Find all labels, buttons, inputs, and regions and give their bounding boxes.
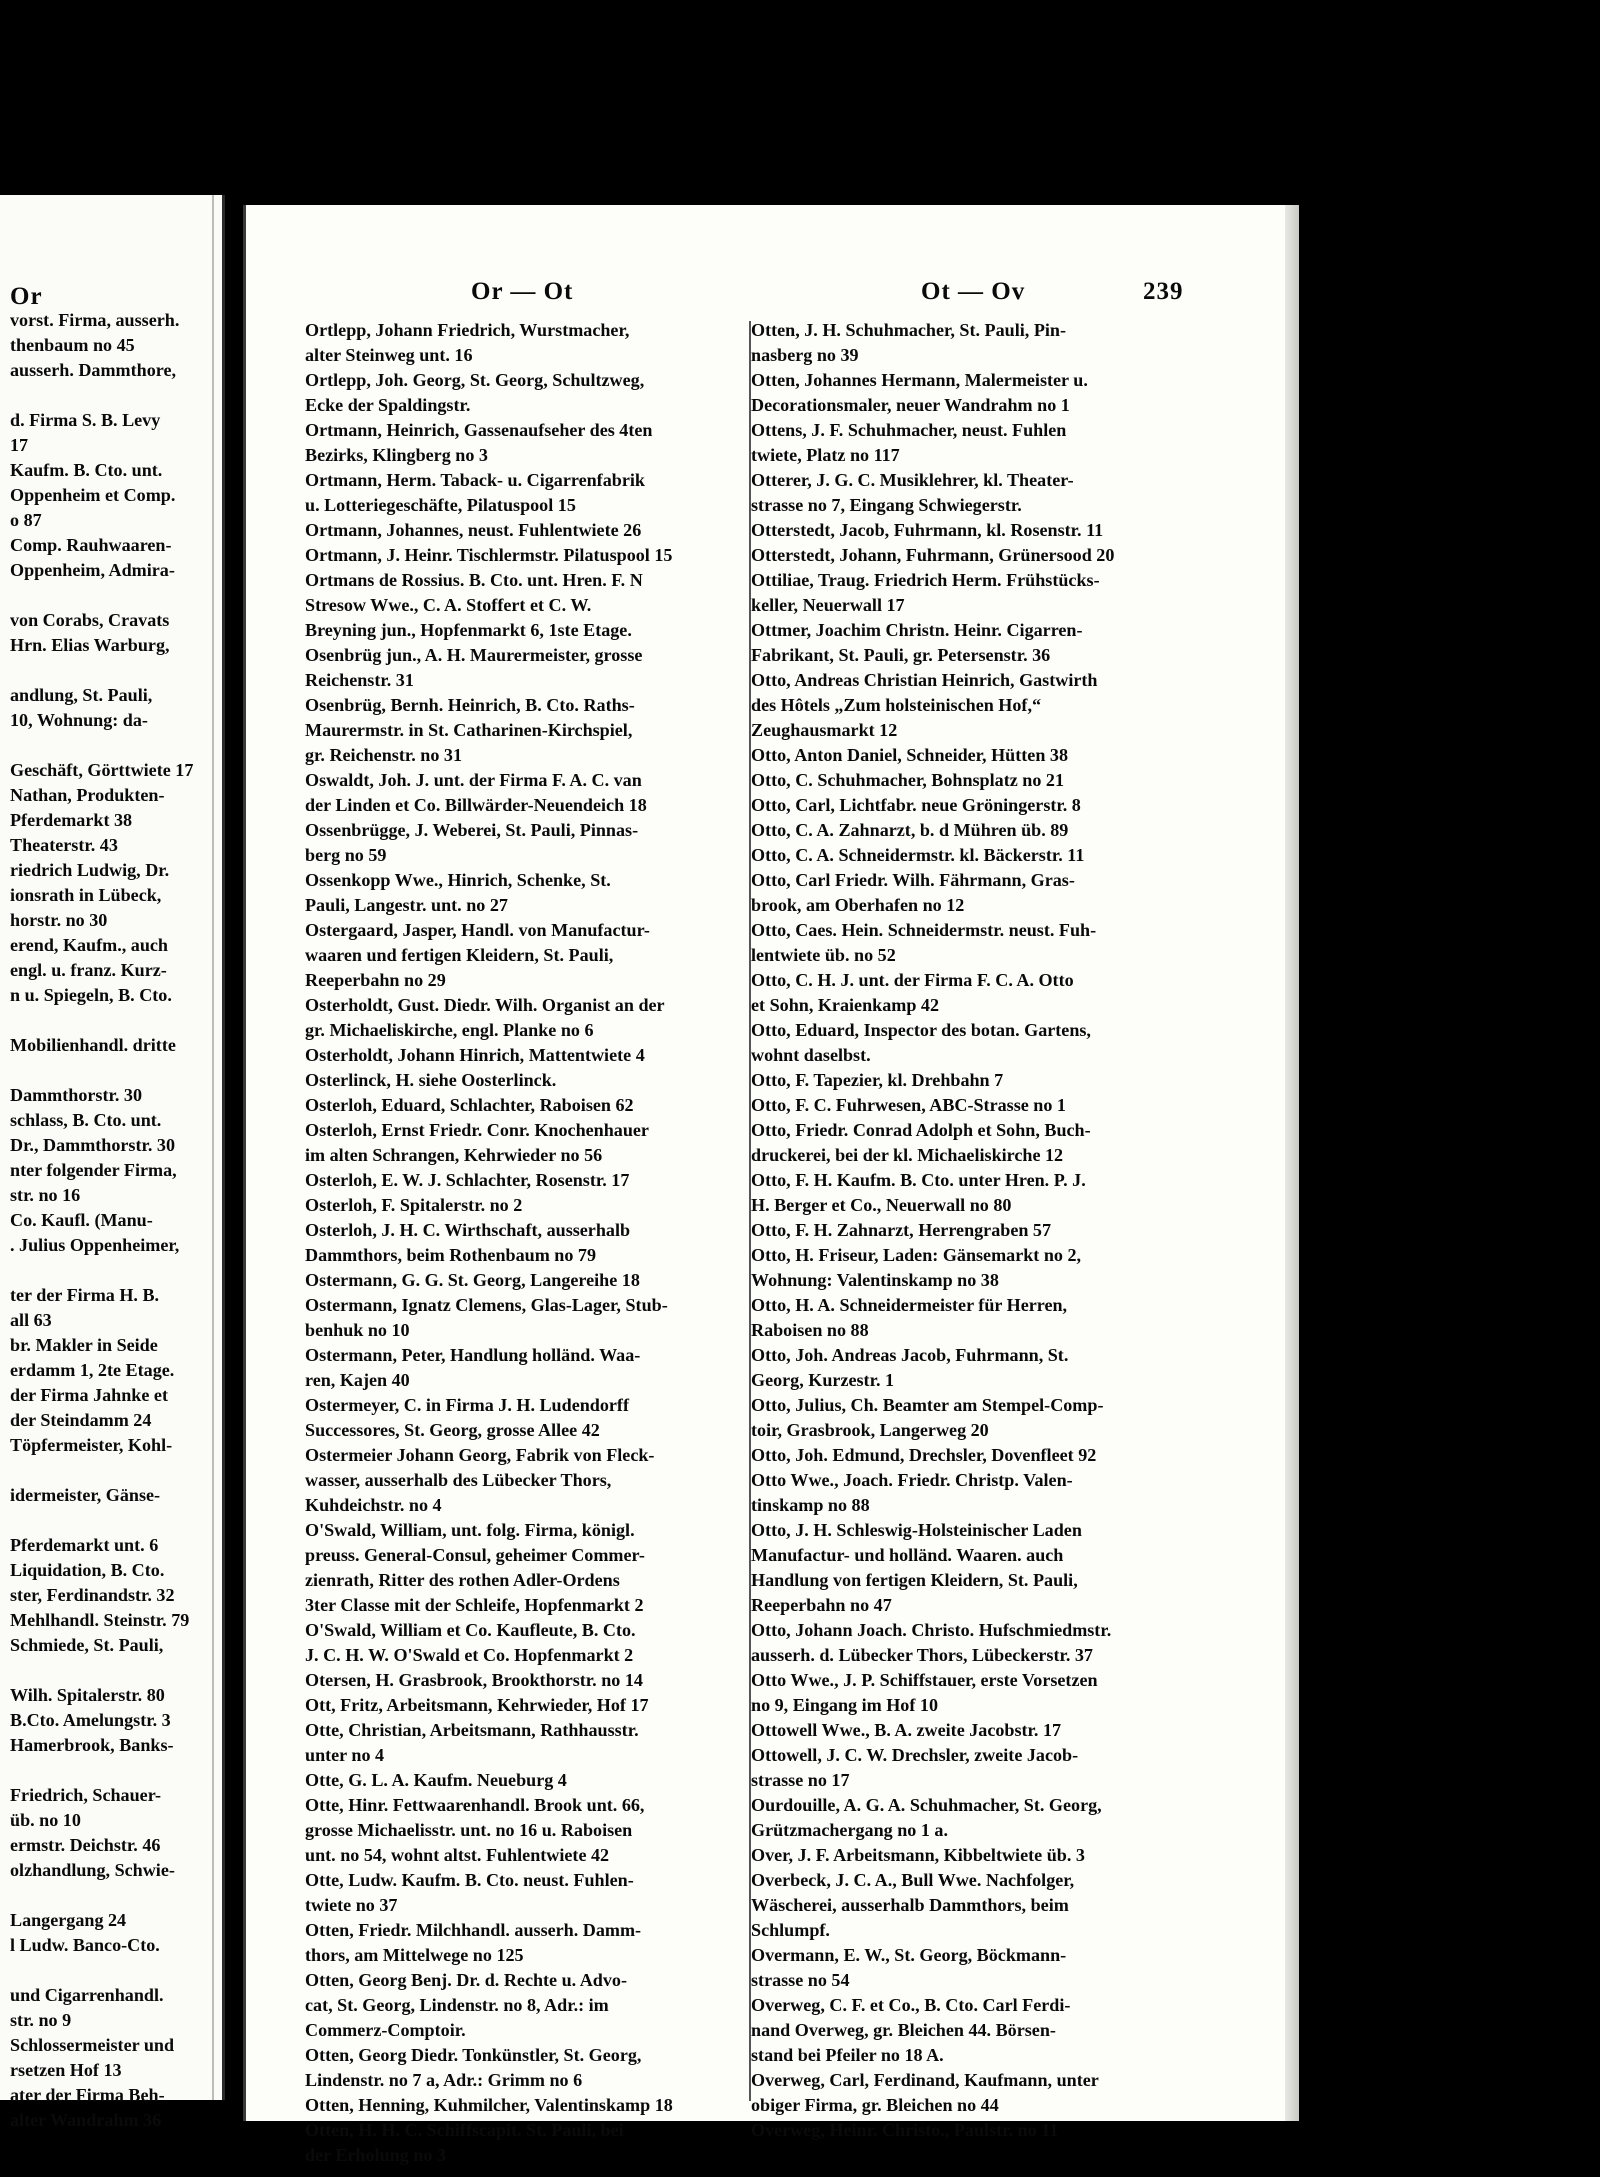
entry-line: thors, am Mittelwege no 125: [305, 1945, 524, 1965]
entry-line: Nathan, Produkten-: [10, 785, 165, 805]
entry-line: Ostermeyer, C. in Firma J. H. Ludendorff: [305, 1395, 629, 1415]
entry-line: ermstr. Deichstr. 46: [10, 1835, 161, 1855]
entry-line: Otten, Henning, Kuhmilcher, Valentinskamp 18: [305, 2095, 673, 2115]
entry-line: erdamm 1, 2te Etage.: [10, 1360, 175, 1380]
entry-line: twiete, Platz no 117: [751, 445, 900, 465]
entry-line: Ortmans de Rossius. B. Cto. unt. Hren. F. N: [305, 570, 643, 590]
entry-line: Otte, Ludw. Kaufm. B. Cto. neust. Fuhlen-: [305, 1870, 634, 1890]
entry-line: Ortmann, Heinrich, Gassenaufseher des 4ten: [305, 420, 653, 440]
entry-line: im alten Schrangen, Kehrwieder no 56: [305, 1145, 603, 1165]
entry-line: obiger Firma, gr. Bleichen no 44: [751, 2095, 999, 2115]
entry-line: Otto, Eduard, Inspector des botan. Gartens,: [751, 1020, 1091, 1040]
entry-line: alter Wandrahm 36: [10, 2110, 162, 2130]
entry-line: Otto, Friedr. Conrad Adolph et Sohn, Buch-: [751, 1120, 1091, 1140]
entry-line: berg no 59: [305, 845, 387, 865]
entry-line: Ott, Fritz, Arbeitsmann, Kehrwieder, Hof 17: [305, 1695, 649, 1715]
entry-line: Ortmann, Herm. Taback- u. Cigarrenfabrik: [305, 470, 645, 490]
left-page-header: Or: [10, 283, 43, 310]
entry-line: Wohnung: Valentinskamp no 38: [751, 1270, 999, 1290]
entry-line: Geschäft, Görttwiete 17: [10, 760, 194, 780]
entry-line: [10, 1008, 193, 1033]
entry-line: Reichenstr. 31: [305, 670, 414, 690]
entry-line: idermeister, Gänse-: [10, 1485, 161, 1505]
entry-line: Otto, F. H. Zahnarzt, Herrengraben 57: [751, 1220, 1052, 1240]
entry-line: Ecke der Spaldingstr.: [305, 395, 471, 415]
entry-line: strasse no 54: [751, 1970, 850, 1990]
entry-line: Zeughausmarkt 12: [751, 720, 898, 740]
entry-line: Stresow Wwe., C. A. Stoffert et C. W.: [305, 595, 592, 615]
entry-line: Otten, H. H. C. Schiffscapit. St. Pauli, bei: [305, 2120, 624, 2140]
entry-line: Decorationsmaler, neuer Wandrahm no 1: [751, 395, 1070, 415]
entry-line: olzhandlung, Schwie-: [10, 1860, 175, 1880]
entry-line: twiete no 37: [305, 1895, 398, 1915]
entry-line: Ostermeier Johann Georg, Fabrik von Fleck-: [305, 1445, 655, 1465]
entry-line: Osterholdt, Gust. Diedr. Wilh. Organist an der: [305, 995, 665, 1015]
entry-line: keller, Neuerwall 17: [751, 595, 905, 615]
entry-line: no 9, Eingang im Hof 10: [751, 1695, 938, 1715]
entry-line: toir, Grasbrook, Langerweg 20: [751, 1420, 989, 1440]
entry-line: str. no 16: [10, 1185, 81, 1205]
entry-line: et Sohn, Kraienkamp 42: [751, 995, 939, 1015]
entry-line: ionsrath in Lübeck,: [10, 885, 162, 905]
entry-line: Osterloh, Ernst Friedr. Conr. Knochenhauer: [305, 1120, 649, 1140]
entry-line: brook, am Oberhafen no 12: [751, 895, 965, 915]
entry-line: Otte, G. L. A. Kaufm. Neueburg 4: [305, 1770, 567, 1790]
entry-line: ater der Firma Beh-: [10, 2085, 165, 2105]
entry-line: Otto, Carl, Lichtfabr. neue Gröningerstr. 8: [751, 795, 1081, 815]
entry-line: [10, 1958, 193, 1983]
entry-line: Otto, F. C. Fuhrwesen, ABC-Strasse no 1: [751, 1095, 1066, 1115]
entry-line: Otterer, J. G. C. Musiklehrer, kl. Theater-: [751, 470, 1074, 490]
entry-line: gr. Michaeliskirche, engl. Planke no 6: [305, 1020, 594, 1040]
entry-line: Otten, Georg Diedr. Tonkünstler, St. Georg,: [305, 2045, 642, 2065]
entry-line: wasser, ausserhalb des Lübecker Thors,: [305, 1470, 612, 1490]
entry-line: und Cigarrenhandl.: [10, 1985, 164, 2005]
entry-line: Otto, Anton Daniel, Schneider, Hütten 38: [751, 745, 1069, 765]
column-left: [305, 318, 760, 2168]
entry-line: Wäscherei, ausserhalb Dammthors, beim: [751, 1895, 1069, 1915]
entry-line: Otto Wwe., Joach. Friedr. Christp. Valen-: [751, 1470, 1073, 1490]
entry-line: 10, Wohnung: da-: [10, 710, 148, 730]
entry-line: . Julius Oppenheimer,: [10, 1235, 180, 1255]
entry-line: B.Cto. Amelungstr. 3: [10, 1710, 171, 1730]
entry-line: [10, 1258, 193, 1283]
entry-line: schlass, B. Cto. unt.: [10, 1110, 162, 1130]
entry-line: vorst. Firma, ausserh.: [10, 310, 180, 330]
entry-line: Ourdouille, A. G. A. Schuhmacher, St. Georg,: [751, 1795, 1102, 1815]
entry-line: thenbaum no 45: [10, 335, 135, 355]
entry-line: engl. u. franz. Kurz-: [10, 960, 167, 980]
entry-line: üb. no 10: [10, 1810, 81, 1830]
entry-line: Otte, Christian, Arbeitsmann, Rathhausstr.: [305, 1720, 639, 1740]
entry-line: Successores, St. Georg, grosse Allee 42: [305, 1420, 600, 1440]
entry-line: Dammthorstr. 30: [10, 1085, 143, 1105]
entry-line: Otto, Andreas Christian Heinrich, Gastwirth: [751, 670, 1098, 690]
entry-line: Ortmann, J. Heinr. Tischlermstr. Pilatuspool 15: [305, 545, 673, 565]
entry-line: der Firma Jahnke et: [10, 1385, 168, 1405]
entry-line: Otto, Johann Joach. Christo. Hufschmiedmstr.: [751, 1620, 1112, 1640]
entry-line: Otto, C. A. Zahnarzt, b. d Mühren üb. 89: [751, 820, 1069, 840]
entry-line: Otten, J. H. Schuhmacher, St. Pauli, Pin-: [751, 320, 1066, 340]
entry-line: Otterstedt, Jacob, Fuhrmann, kl. Rosenstr. 11: [751, 520, 1104, 540]
header-right: Ot — Ov: [921, 278, 1026, 305]
entry-line: Friedrich, Schauer-: [10, 1785, 162, 1805]
entry-line: Overbeck, J. C. A., Bull Wwe. Nachfolger,: [751, 1870, 1075, 1890]
page-number: 239: [1143, 278, 1184, 305]
entry-line: Handlung von fertigen Kleidern, St. Pauli,: [751, 1570, 1078, 1590]
entry-line: 3ter Classe mit der Schleife, Hopfenmarkt 2: [305, 1595, 644, 1615]
entry-line: Reeperbahn no 29: [305, 970, 446, 990]
entry-line: Otto, J. H. Schleswig-Holsteinischer Laden: [751, 1520, 1082, 1540]
entry-line: [10, 583, 193, 608]
entry-line: riedrich Ludwig, Dr.: [10, 860, 170, 880]
entry-line: Ostermann, Peter, Handlung holländ. Waa-: [305, 1345, 641, 1365]
entry-line: Töpfermeister, Kohl-: [10, 1435, 173, 1455]
entry-line: Pferdemarkt unt. 6: [10, 1535, 159, 1555]
entry-line: unt. no 54, wohnt altst. Fuhlentwiete 42: [305, 1845, 610, 1865]
entry-line: Otersen, H. Grasbrook, Brookthorstr. no 14: [305, 1670, 643, 1690]
entry-line: all 63: [10, 1310, 52, 1330]
entry-line: nasberg no 39: [751, 345, 859, 365]
entry-line: J. C. H. W. O'Swald et Co. Hopfenmarkt 2: [305, 1645, 634, 1665]
entry-line: d. Firma S. B. Levy: [10, 410, 161, 430]
entry-line: Schmiede, St. Pauli,: [10, 1635, 164, 1655]
entry-line: Ostermann, G. G. St. Georg, Langereihe 18: [305, 1270, 640, 1290]
entry-line: Osenbrüg, Bernh. Heinrich, B. Cto. Raths-: [305, 695, 635, 715]
entry-line: Ortlepp, Johann Friedrich, Wurstmacher,: [305, 320, 630, 340]
page-edge: [212, 195, 214, 2100]
entry-line: der Erholung no 3: [305, 2145, 446, 2165]
entry-line: O'Swald, William et Co. Kaufleute, B. Cto.: [305, 1620, 636, 1640]
entry-line: str. no 9: [10, 2010, 72, 2030]
entry-line: [10, 1058, 193, 1083]
entry-line: Co. Kaufl. (Manu-: [10, 1210, 153, 1230]
entry-line: o 87: [10, 510, 42, 530]
entry-line: Ottens, J. F. Schuhmacher, neust. Fuhlen: [751, 420, 1067, 440]
entry-line: Otto, Julius, Ch. Beamter am Stempel-Comp-: [751, 1395, 1104, 1415]
entry-line: Osenbrüg jun., A. H. Maurermeister, grosse: [305, 645, 643, 665]
entry-line: Ottmer, Joachim Christn. Heinr. Cigarren-: [751, 620, 1083, 640]
entry-line: Mehlhandl. Steinstr. 79: [10, 1610, 190, 1630]
entry-line: Otto, Caes. Hein. Schneidermstr. neust. Fuh-: [751, 920, 1097, 940]
entry-line: Otterstedt, Johann, Fuhrmann, Grünersood 20: [751, 545, 1115, 565]
entry-line: Comp. Rauhwaaren-: [10, 535, 172, 555]
entry-line: Pferdemarkt 38: [10, 810, 133, 830]
left-page-column: [10, 308, 193, 2133]
entry-line: Bezirks, Klingberg no 3: [305, 445, 488, 465]
entry-line: Georg, Kurzestr. 1: [751, 1370, 895, 1390]
entry-line: Lindenstr. no 7 a, Adr.: Grimm no 6: [305, 2070, 583, 2090]
entry-line: [10, 1508, 193, 1533]
entry-line: Ortlepp, Joh. Georg, St. Georg, Schultzweg,: [305, 370, 645, 390]
entry-line: Theaterstr. 43: [10, 835, 118, 855]
entry-line: Otte, Hinr. Fettwaarenhandl. Brook unt. 66,: [305, 1795, 645, 1815]
entry-line: Osterloh, Eduard, Schlachter, Raboisen 62: [305, 1095, 634, 1115]
entry-line: [10, 1758, 193, 1783]
entry-line: n u. Spiegeln, B. Cto.: [10, 985, 172, 1005]
entry-line: ster, Ferdinandstr. 32: [10, 1585, 175, 1605]
entry-line: Kaufm. B. Cto. unt.: [10, 460, 163, 480]
entry-line: Otten, Johannes Hermann, Malermeister u.: [751, 370, 1088, 390]
entry-line: Hamerbrook, Banks-: [10, 1735, 174, 1755]
entry-line: ausserh. d. Lübecker Thors, Lübeckerstr. 37: [751, 1645, 1093, 1665]
entry-line: Otto, C. H. J. unt. der Firma F. C. A. Otto: [751, 970, 1074, 990]
entry-line: nand Overweg, gr. Bleichen 44. Börsen-: [751, 2020, 1056, 2040]
entry-line: u. Lotteriegeschäfte, Pilatuspool 15: [305, 495, 576, 515]
entry-line: grosse Michaelisstr. unt. no 16 u. Raboisen: [305, 1820, 633, 1840]
entry-line: ter der Firma H. B.: [10, 1285, 160, 1305]
entry-line: Oswaldt, Joh. J. unt. der Firma F. A. C. van: [305, 770, 642, 790]
entry-line: strasse no 17: [751, 1770, 850, 1790]
entry-line: ren, Kajen 40: [305, 1370, 410, 1390]
entry-line: Liquidation, B. Cto.: [10, 1560, 165, 1580]
entry-line: erend, Kaufm., auch: [10, 935, 168, 955]
entry-line: [10, 383, 193, 408]
entry-line: wohnt daselbst.: [751, 1045, 871, 1065]
entry-line: ausserh. Dammthore,: [10, 360, 177, 380]
entry-line: Otto, H. Friseur, Laden: Gänsemarkt no 2,: [751, 1245, 1082, 1265]
entry-line: Otto, F. H. Kaufm. B. Cto. unter Hren. P. J.: [751, 1170, 1086, 1190]
entry-line: Schlumpf.: [751, 1920, 830, 1940]
entry-line: stand bei Pfeiler no 18 A.: [751, 2045, 944, 2065]
entry-line: Dr., Dammthorstr. 30: [10, 1135, 176, 1155]
entry-line: Hrn. Elias Warburg,: [10, 635, 170, 655]
entry-line: Otten, Georg Benj. Dr. d. Rechte u. Advo-: [305, 1970, 627, 1990]
entry-line: Manufactur- und holländ. Waaren. auch: [751, 1545, 1064, 1565]
entry-line: br. Makler in Seide: [10, 1335, 158, 1355]
entry-line: alter Steinweg unt. 16: [305, 345, 473, 365]
entry-line: [10, 1458, 193, 1483]
entry-line: Dammthors, beim Rothenbaum no 79: [305, 1245, 597, 1265]
entry-line: lentwiete üb. no 52: [751, 945, 896, 965]
entry-line: Otto, Joh. Edmund, Drechsler, Dovenfleet 92: [751, 1445, 1097, 1465]
entry-line: Otto, F. Tapezier, kl. Drehbahn 7: [751, 1070, 1004, 1090]
entry-line: H. Berger et Co., Neuerwall no 80: [751, 1195, 1012, 1215]
entry-line: Oppenheim et Comp.: [10, 485, 176, 505]
entry-line: tinskamp no 88: [751, 1495, 870, 1515]
entry-line: waaren und fertigen Kleidern, St. Pauli,: [305, 945, 614, 965]
entry-line: Ottiliae, Traug. Friedrich Herm. Frühstücks-: [751, 570, 1100, 590]
entry-line: Commerz-Comptoir.: [305, 2020, 466, 2040]
entry-line: Reeperbahn no 47: [751, 1595, 892, 1615]
entry-line: zienrath, Ritter des rothen Adler-Ordens: [305, 1570, 620, 1590]
entry-line: Otto Wwe., J. P. Schiffstauer, erste Vorsetzen: [751, 1670, 1098, 1690]
entry-line: 17: [10, 435, 29, 455]
entry-line: Breyning jun., Hopfenmarkt 6, 1ste Etage.: [305, 620, 632, 640]
entry-line: Kuhdeichstr. no 4: [305, 1495, 442, 1515]
entry-line: Overweg, Heinr. Christo., Paulstr. no 11: [751, 2120, 1059, 2140]
entry-line: Osterholdt, Johann Hinrich, Mattentwiete 4: [305, 1045, 645, 1065]
entry-line: Raboisen no 88: [751, 1320, 869, 1340]
entry-line: Ossenkopp Wwe., Hinrich, Schenke, St.: [305, 870, 611, 890]
entry-line: cat, St. Georg, Lindenstr. no 8, Adr.: im: [305, 1995, 609, 2015]
entry-line: Osterloh, E. W. J. Schlachter, Rosenstr. 17: [305, 1170, 630, 1190]
entry-line: Otto, C. A. Schneidermstr. kl. Bäckerstr. 11: [751, 845, 1085, 865]
entry-line: Overweg, C. F. et Co., B. Cto. Carl Ferdi-: [751, 1995, 1071, 2015]
entry-line: [10, 733, 193, 758]
entry-line: Ottowell Wwe., B. A. zweite Jacobstr. 17: [751, 1720, 1062, 1740]
entry-line: Wilh. Spitalerstr. 80: [10, 1685, 165, 1705]
entry-line: [10, 1658, 193, 1683]
entry-line: Osterloh, F. Spitalerstr. no 2: [305, 1195, 523, 1215]
entry-line: Ottowell, J. C. W. Drechsler, zweite Jacob-: [751, 1745, 1079, 1765]
entry-line: rsetzen Hof 13: [10, 2060, 122, 2080]
entry-line: strasse no 7, Eingang Schwiegerstr.: [751, 495, 1022, 515]
entry-line: horstr. no 30: [10, 910, 108, 930]
entry-line: des Hôtels „Zum holsteinischen Hof,“: [751, 695, 1042, 715]
entry-line: unter no 4: [305, 1745, 385, 1765]
entry-line: Otto, Joh. Andreas Jacob, Fuhrmann, St.: [751, 1345, 1069, 1365]
entry-line: Otto, C. Schuhmacher, Bohnsplatz no 21: [751, 770, 1065, 790]
entry-line: Overweg, Carl, Ferdinand, Kaufmann, unter: [751, 2070, 1099, 2090]
entry-line: von Corabs, Cravats: [10, 610, 170, 630]
entry-line: Otto, H. A. Schneidermeister für Herren,: [751, 1295, 1068, 1315]
entry-line: Pauli, Langestr. unt. no 27: [305, 895, 508, 915]
entry-line: Osterlinck, H. siehe Oosterlinck.: [305, 1070, 557, 1090]
entry-line: Ortmann, Johannes, neust. Fuhlentwiete 26: [305, 520, 642, 540]
entry-line: Ostermann, Ignatz Clemens, Glas-Lager, Stub-: [305, 1295, 668, 1315]
entry-line: Fabrikant, St. Pauli, gr. Petersenstr. 36: [751, 645, 1051, 665]
entry-line: Maurermstr. in St. Catharinen-Kirchspiel,: [305, 720, 633, 740]
entry-line: der Linden et Co. Billwärder-Neuendeich 18: [305, 795, 647, 815]
entry-line: andlung, St. Pauli,: [10, 685, 153, 705]
entry-line: Mobilienhandl. dritte: [10, 1035, 176, 1055]
entry-line: [10, 658, 193, 683]
entry-line: Grützmachergang no 1 a.: [751, 1820, 948, 1840]
entry-line: nter folgender Firma,: [10, 1160, 177, 1180]
entry-line: druckerei, bei der kl. Michaeliskirche 12: [751, 1145, 1064, 1165]
entry-line: Otto, Carl Friedr. Wilh. Fährmann, Gras-: [751, 870, 1075, 890]
page-edge-shadow: [1285, 205, 1299, 2121]
entry-line: l Ludw. Banco-Cto.: [10, 1935, 160, 1955]
left-page: [0, 195, 225, 2130]
entry-line: der Steindamm 24: [10, 1410, 152, 1430]
entry-line: Oppenheim, Admira-: [10, 560, 175, 580]
header-left: Or — Ot: [471, 278, 574, 305]
entry-line: benhuk no 10: [305, 1320, 410, 1340]
entry-line: preuss. General-Consul, geheimer Commer-: [305, 1545, 645, 1565]
right-page: [243, 205, 1299, 2165]
entry-line: O'Swald, William, unt. folg. Firma, königl.: [305, 1520, 635, 1540]
entry-line: Ostergaard, Jasper, Handl. von Manufactur-: [305, 920, 650, 940]
entry-line: Over, J. F. Arbeitsmann, Kibbeltwiete üb. 3: [751, 1845, 1085, 1865]
entry-line: Schlossermeister und: [10, 2035, 175, 2055]
entry-line: [10, 1883, 193, 1908]
entry-line: Otten, Friedr. Milchhandl. ausserh. Damm-: [305, 1920, 642, 1940]
entry-line: Langergang 24: [10, 1910, 127, 1930]
entry-line: Ossenbrügge, J. Weberei, St. Pauli, Pinnas-: [305, 820, 639, 840]
column-right: [751, 318, 1241, 2143]
entry-line: gr. Reichenstr. no 31: [305, 745, 462, 765]
entry-line: Overmann, E. W., St. Georg, Böckmann-: [751, 1945, 1067, 1965]
entry-line: Osterloh, J. H. C. Wirthschaft, ausserhalb: [305, 1220, 631, 1240]
